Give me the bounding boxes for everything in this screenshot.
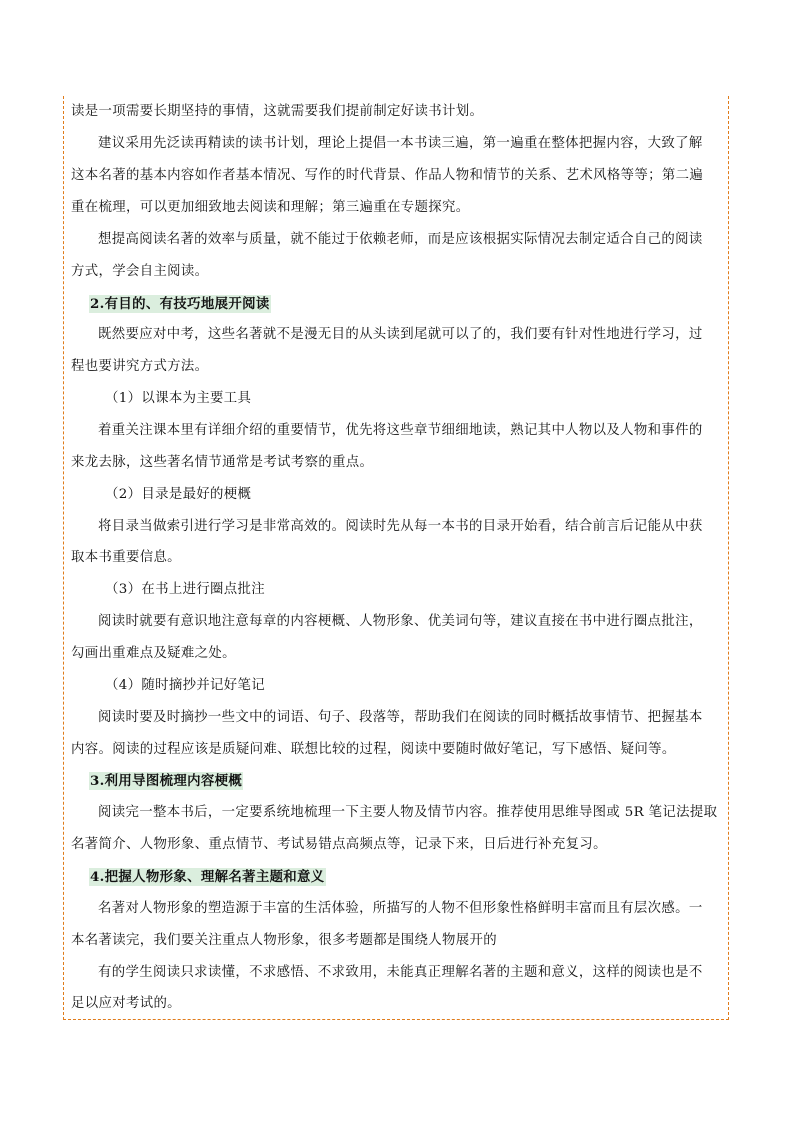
paragraph-line: 本名著读完，我们要关注重点人物形象，很多考题都是围绕人物展开的 — [71, 933, 497, 948]
paragraph-line: 着重关注课本里有详细介绍的重要情节，优先将这些章节细细地读，熟记其中人物以及人物和事件的 — [98, 423, 703, 438]
paragraph-line: 重在梳理，可以更加细致地去阅读和理解；第三遍重在专题探究。 — [71, 200, 470, 215]
subheading: （1）以课本为主要工具 — [105, 391, 252, 406]
paragraph-line: 程也要讲究方式方法。 — [71, 359, 209, 374]
paragraph-line: 阅读时就要有意识地注意每章的内容梗概、人物形象、优美词句等，建议直接在书中进行圈点批注， — [98, 614, 703, 629]
paragraph-line: 勾画出重难点及疑难之处。 — [71, 646, 236, 661]
section-heading-text: 3.利用导图梳理内容梗概 — [90, 773, 243, 789]
section-heading — [71, 773, 741, 790]
paragraph-line: 既然要应对中考，这些名著就不是漫无目的从头读到尾就可以了的，我们要有针对性地进行学习，过 — [98, 327, 703, 342]
paragraph-line: 这本名著的基本内容如作者基本情况、写作的时代背景、作品人物和情节的关系、艺术风格等等；第二遍 — [71, 168, 704, 183]
paragraph-line: 阅读完一整本书后，一定要系统地梳理一下主要人物及情节内容。推荐使用思维导图或 5R 笔记法提取 — [98, 805, 718, 820]
paragraph-line: 读是一项需要长期坚持的事情，这就需要我们提前制定好读书计划。 — [71, 104, 484, 119]
paragraph-line: 阅读时要及时摘抄一些文中的词语、句子、段落等，帮助我们在阅读的同时概括故事情节、把握基本 — [98, 710, 703, 725]
paragraph-line: 将目录当做索引进行学习是非常高效的。阅读时先从每一本书的目录开始看，结合前言后记能从中获 — [98, 519, 703, 534]
paragraph-line: 建议采用先泛读再精读的读书计划，理论上提倡一本书读三遍，第一遍重在整体把握内容，大致了解 — [98, 136, 703, 151]
paragraph-line: 内容。阅读的过程应该是质疑问难、联想比较的过程，阅读中要随时做好笔记，写下感悟、疑问等。 — [71, 742, 676, 757]
paragraph-line: 方式，学会自主阅读。 — [71, 264, 209, 279]
paragraph-line: 有的学生阅读只求读懂，不求感悟、不求致用，未能真正理解名著的主题和意义，这样的阅读也是不 — [98, 965, 703, 980]
section-heading — [71, 296, 741, 313]
paragraph-line: 取本书重要信息。 — [71, 550, 181, 565]
section-heading — [71, 869, 741, 886]
paragraph-line: 来龙去脉，这些著名情节通常是考试考察的重点。 — [71, 455, 374, 470]
paragraph-line: 名著简介、人物形象、重点情节、考试易错点高频点等，记录下来，日后进行补充复习。 — [71, 837, 607, 852]
subheading: （3）在书上进行圈点批注 — [105, 582, 266, 597]
subheading: （4）随时摘抄并记好笔记 — [105, 678, 266, 693]
paragraph-line: 足以应对考试的。 — [71, 996, 181, 1011]
section-heading-text: 4.把握人物形象、理解名著主题和意义 — [90, 869, 325, 885]
subheading: （2）目录是最好的梗概 — [105, 487, 252, 502]
paragraph-line: 名著对人物形象的塑造源于丰富的生活体验，所描写的人物不但形象性格鲜明丰富而且有层次感。一 — [98, 901, 703, 916]
section-heading-text: 2.有目的、有技巧地展开阅读 — [90, 296, 270, 312]
paragraph-line: 想提高阅读名著的效率与质量，就不能过于依赖老师，而是应该根据实际情况去制定适合自己的阅读 — [98, 232, 703, 247]
